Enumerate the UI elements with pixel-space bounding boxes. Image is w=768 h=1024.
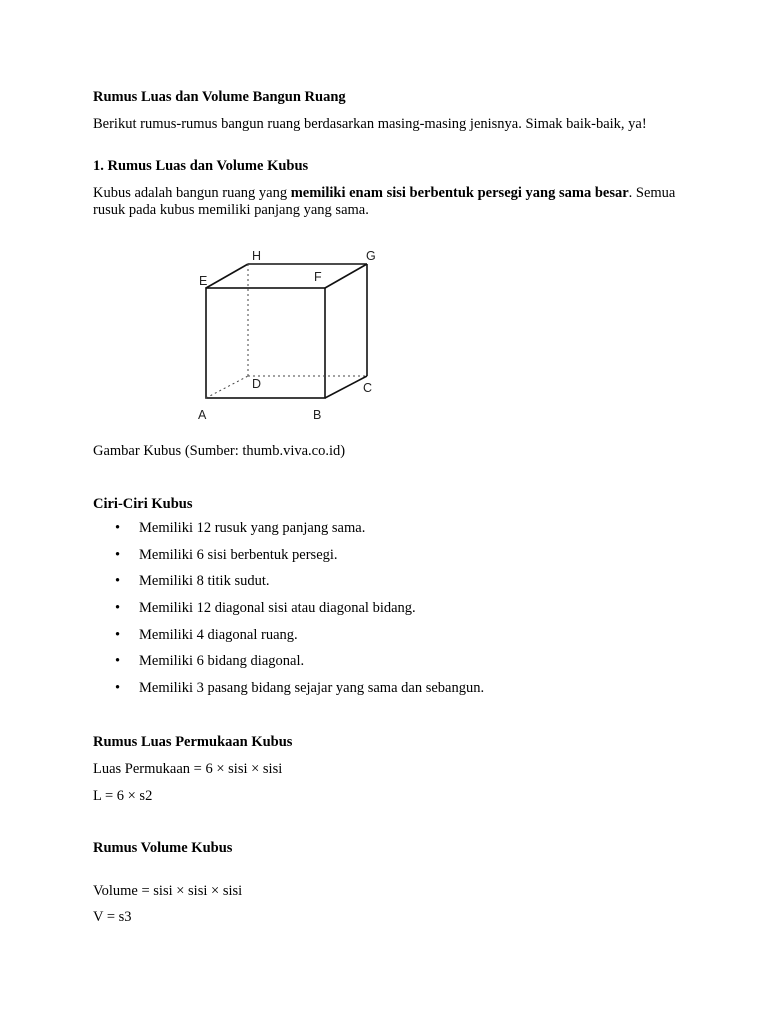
list-item-text: Memiliki 12 diagonal sisi atau diagonal bidang. bbox=[139, 600, 416, 617]
list-item bbox=[93, 547, 693, 574]
bullet-marker: • bbox=[115, 653, 121, 670]
list-item bbox=[93, 520, 693, 547]
page-title: Rumus Luas dan Volume Bangun Ruang bbox=[93, 89, 346, 105]
cube-figure bbox=[93, 222, 493, 432]
list-item-text: Memiliki 6 bidang diagonal. bbox=[139, 653, 305, 670]
bullet-marker: • bbox=[115, 520, 121, 536]
bullet-marker: • bbox=[115, 573, 121, 590]
ciri-list bbox=[93, 520, 693, 707]
cube-solid-edges bbox=[206, 264, 367, 398]
cube-diagram bbox=[93, 222, 493, 432]
cube-front-face bbox=[206, 288, 325, 398]
bullet-marker: • bbox=[115, 680, 121, 697]
volume-heading: Rumus Volume Kubus bbox=[93, 840, 233, 856]
edge-BC bbox=[325, 376, 367, 398]
luas-formula: Luas Permukaan = 6 × sisi × sisi bbox=[93, 761, 283, 777]
list-item-text: Memiliki 3 pasang bidang sejajar yang sama dan sebangun. bbox=[139, 680, 485, 697]
vertex-label-d: D bbox=[252, 377, 262, 391]
luas-formula-short: L = 6 × s2 bbox=[93, 788, 153, 804]
list-item-text: Memiliki 12 rusuk yang panjang sama. bbox=[139, 520, 366, 536]
vertex-label-a: A bbox=[198, 408, 207, 422]
cube-hidden-edges bbox=[206, 264, 367, 398]
list-item bbox=[93, 573, 693, 600]
list-item bbox=[93, 653, 693, 680]
list-item-text: Memiliki 8 titik sudut. bbox=[139, 573, 270, 590]
vertex-label-e: E bbox=[199, 274, 208, 288]
luas-heading: Rumus Luas Permukaan Kubus bbox=[93, 734, 293, 750]
bullet-marker: • bbox=[115, 600, 121, 617]
list-item-text: Memiliki 6 sisi berbentuk persegi. bbox=[139, 546, 338, 563]
kubus-description-post: . Semua rusuk pada kubus memiliki panjang yang sama. bbox=[93, 185, 676, 218]
kubus-description bbox=[93, 185, 683, 219]
vertex-label-g: G bbox=[366, 249, 376, 263]
kubus-description-bold: memiliki enam sisi berbentuk persegi yang sama besar bbox=[290, 185, 629, 201]
vertex-label-f: F bbox=[314, 270, 322, 284]
ciri-heading: Ciri-Ciri Kubus bbox=[93, 496, 193, 512]
list-item bbox=[93, 600, 693, 627]
section-heading-kubus: 1. Rumus Luas dan Volume Kubus bbox=[93, 158, 309, 174]
vertex-label-h: H bbox=[252, 249, 262, 263]
edge-AD bbox=[206, 376, 248, 398]
volume-formula: Volume = sisi × sisi × sisi bbox=[93, 883, 243, 899]
volume-formula-short: V = s3 bbox=[93, 909, 132, 925]
edge-FG bbox=[325, 264, 367, 288]
list-item-text: Memiliki 4 diagonal ruang. bbox=[139, 626, 298, 643]
intro-paragraph: Berikut rumus-rumus bangun ruang berdasarkan masing-masing jenisnya. Simak baik-baik, ya! bbox=[93, 116, 647, 132]
vertex-label-b: B bbox=[313, 408, 322, 422]
vertex-label-c: C bbox=[363, 381, 373, 395]
list-item bbox=[93, 627, 693, 654]
kubus-description-pre: Kubus adalah bangun ruang yang bbox=[93, 185, 291, 201]
bullet-marker: • bbox=[115, 626, 121, 643]
list-item bbox=[93, 680, 693, 707]
bullet-marker: • bbox=[115, 546, 121, 563]
edge-EH bbox=[206, 264, 248, 288]
figure-caption: Gambar Kubus (Sumber: thumb.viva.co.id) bbox=[93, 443, 346, 459]
